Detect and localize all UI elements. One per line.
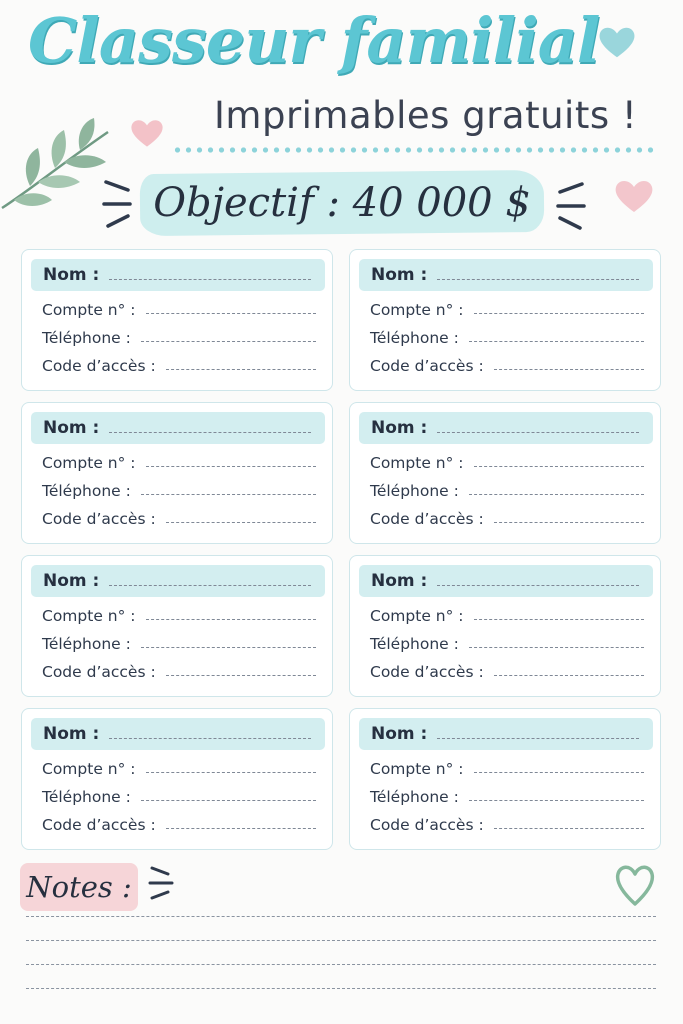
phone-line[interactable]: [469, 341, 644, 342]
card-name-row: [31, 718, 325, 750]
card-name-row: [31, 259, 325, 291]
account-number-row: [370, 297, 644, 319]
account-number-label: Compte n° :: [42, 301, 136, 319]
heart-outline-icon: [614, 860, 656, 908]
dotted-divider: [172, 146, 656, 154]
phone-row: [370, 631, 644, 653]
notes-line[interactable]: [26, 940, 656, 941]
account-card: [349, 555, 661, 697]
access-code-label: Code d’accès :: [42, 663, 156, 681]
account-card: [349, 402, 661, 544]
account-number-label: Compte n° :: [370, 760, 464, 778]
phone-line[interactable]: [141, 341, 316, 342]
name-input-line[interactable]: [437, 432, 639, 433]
account-number-label: Compte n° :: [370, 454, 464, 472]
account-number-line[interactable]: [146, 772, 316, 773]
card-name-row: [359, 412, 653, 444]
name-input-line[interactable]: [109, 279, 311, 280]
phone-label: Téléphone :: [370, 788, 459, 806]
access-code-label: Code d’accès :: [370, 663, 484, 681]
notes-label: Notes :: [26, 870, 132, 904]
access-code-row: [370, 506, 644, 528]
spark-lines-icon: [146, 862, 176, 902]
name-label: Nom :: [43, 724, 100, 744]
card-name-row: [31, 565, 325, 597]
phone-label: Téléphone :: [42, 329, 131, 347]
account-number-label: Compte n° :: [42, 607, 136, 625]
account-number-row: [42, 450, 316, 472]
spark-lines-icon: [100, 176, 136, 232]
account-number-line[interactable]: [474, 313, 644, 314]
access-code-row: [42, 659, 316, 681]
phone-label: Téléphone :: [42, 482, 131, 500]
notes-line[interactable]: [26, 988, 656, 989]
access-code-row: [370, 812, 644, 834]
name-label: Nom :: [43, 265, 100, 285]
phone-line[interactable]: [469, 800, 644, 801]
name-label: Nom :: [43, 571, 100, 591]
account-card: [21, 708, 333, 850]
name-input-line[interactable]: [109, 738, 311, 739]
access-code-line[interactable]: [494, 828, 644, 829]
page-title: Classeur familial: [28, 4, 600, 77]
account-card: [349, 708, 661, 850]
page-subtitle: Imprimables gratuits !: [214, 94, 638, 137]
phone-line[interactable]: [141, 647, 316, 648]
phone-line[interactable]: [141, 800, 316, 801]
notes-line[interactable]: [26, 916, 656, 917]
account-number-line[interactable]: [474, 619, 644, 620]
account-number-row: [42, 603, 316, 625]
access-code-line[interactable]: [494, 369, 644, 370]
name-label: Nom :: [371, 724, 428, 744]
access-code-row: [370, 353, 644, 375]
heart-icon: [614, 176, 654, 216]
phone-row: [42, 325, 316, 347]
account-number-label: Compte n° :: [370, 607, 464, 625]
account-number-label: Compte n° :: [42, 454, 136, 472]
access-code-row: [42, 353, 316, 375]
phone-row: [42, 631, 316, 653]
phone-row: [370, 784, 644, 806]
account-number-row: [370, 450, 644, 472]
notes-heading-box: [20, 863, 138, 911]
access-code-label: Code d’accès :: [370, 357, 484, 375]
phone-line[interactable]: [141, 494, 316, 495]
card-name-row: [359, 718, 653, 750]
account-number-row: [42, 297, 316, 319]
access-code-label: Code d’accès :: [370, 816, 484, 834]
spark-lines-icon: [552, 178, 588, 234]
phone-line[interactable]: [469, 647, 644, 648]
access-code-label: Code d’accès :: [42, 510, 156, 528]
phone-label: Téléphone :: [42, 788, 131, 806]
card-name-row: [359, 565, 653, 597]
card-name-row: [359, 259, 653, 291]
account-number-row: [370, 603, 644, 625]
name-input-line[interactable]: [437, 279, 639, 280]
phone-label: Téléphone :: [42, 635, 131, 653]
phone-label: Téléphone :: [370, 329, 459, 347]
access-code-line[interactable]: [166, 828, 316, 829]
name-input-line[interactable]: [437, 585, 639, 586]
name-input-line[interactable]: [437, 738, 639, 739]
access-code-row: [42, 506, 316, 528]
account-card: [349, 249, 661, 391]
account-number-line[interactable]: [146, 466, 316, 467]
name-label: Nom :: [371, 418, 428, 438]
name-input-line[interactable]: [109, 585, 311, 586]
account-card: [21, 402, 333, 544]
account-number-row: [370, 756, 644, 778]
account-number-row: [42, 756, 316, 778]
phone-row: [42, 478, 316, 500]
account-card: [21, 555, 333, 697]
account-card: [21, 249, 333, 391]
access-code-line[interactable]: [494, 522, 644, 523]
access-code-label: Code d’accès :: [42, 816, 156, 834]
account-number-line[interactable]: [146, 313, 316, 314]
access-code-label: Code d’accès :: [370, 510, 484, 528]
phone-line[interactable]: [469, 494, 644, 495]
heart-icon: [598, 24, 636, 60]
heart-icon: [130, 116, 164, 150]
name-label: Nom :: [371, 265, 428, 285]
phone-row: [42, 784, 316, 806]
account-number-line[interactable]: [146, 619, 316, 620]
account-number-line[interactable]: [474, 772, 644, 773]
account-number-label: Compte n° :: [370, 301, 464, 319]
goal-text: Objectif : 40 000 $: [153, 180, 531, 226]
name-input-line[interactable]: [109, 432, 311, 433]
notes-line[interactable]: [26, 964, 656, 965]
name-label: Nom :: [371, 571, 428, 591]
access-code-row: [370, 659, 644, 681]
name-label: Nom :: [43, 418, 100, 438]
phone-row: [370, 478, 644, 500]
account-number-line[interactable]: [474, 466, 644, 467]
phone-label: Téléphone :: [370, 635, 459, 653]
phone-label: Téléphone :: [370, 482, 459, 500]
access-code-line[interactable]: [166, 522, 316, 523]
access-code-label: Code d’accès :: [42, 357, 156, 375]
account-number-label: Compte n° :: [42, 760, 136, 778]
card-name-row: [31, 412, 325, 444]
phone-row: [370, 325, 644, 347]
access-code-row: [42, 812, 316, 834]
access-code-line[interactable]: [166, 675, 316, 676]
access-code-line[interactable]: [494, 675, 644, 676]
access-code-line[interactable]: [166, 369, 316, 370]
